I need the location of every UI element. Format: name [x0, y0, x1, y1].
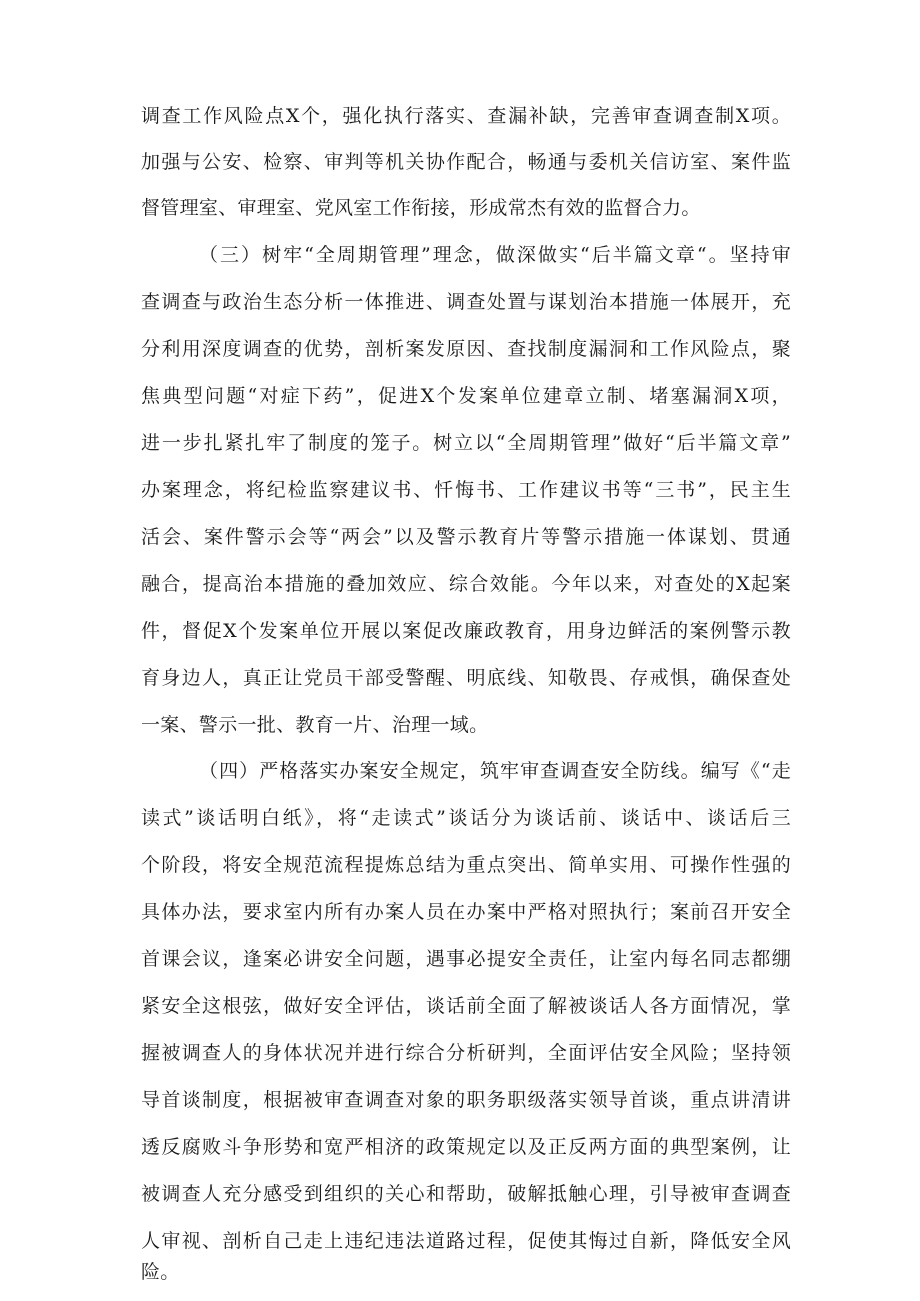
paragraph-line: 险。	[141, 1261, 180, 1283]
paragraph-line: 加强与公安、检察、审判等机关协作配合，畅通与委机关信访室、案件监	[141, 151, 791, 173]
paragraph-line: 透反腐败斗争形势和宽严相济的政策规定以及正反两方面的典型案例，让	[141, 1136, 791, 1158]
paragraph-line: 读式”谈话明白纸》，将“走读式”谈话分为谈话前、谈话中、谈话后三	[141, 807, 791, 829]
paragraph-line: 分利用深度调查的优势，剖析案发原因、查找制度漏洞和工作风险点，聚	[141, 338, 791, 360]
paragraph-line: 督管理室、审理室、党风室工作衔接，形成常杰有效的监督合力。	[141, 197, 701, 219]
paragraph-line: 个阶段，将安全规范流程提炼总结为重点突出、简单实用、可操作性强的	[141, 854, 791, 876]
paragraph-line: 导首谈制度，根据被审查调查对象的职务职级落实领导首谈，重点讲清讲	[141, 1089, 791, 1111]
paragraph-line: 活会、案件警示会等“两会”以及警示教育片等警示措施一体谋划、贯通	[141, 526, 791, 548]
paragraph-line: 焦典型问题“对症下药”，促进X个发案单位建章立制、堵塞漏洞X项，	[141, 385, 791, 407]
paragraph-line: 查调查与政治生态分析一体推进、调查处置与谋划治本措施一体展开，充	[141, 291, 791, 313]
paragraph-line: 一案、警示一批、教育一片、治理一域。	[141, 714, 489, 736]
paragraph-line: 被调查人充分感受到组织的关心和帮助，破解抵触心理，引导被审查调查	[141, 1183, 791, 1205]
paragraph-line: 办案理念，将纪检监察建议书、忏悔书、工作建议书等“三书”，民主生	[141, 479, 791, 501]
paragraph-line: 具体办法，要求室内所有办案人员在办案中严格对照执行；案前召开安全	[141, 901, 791, 923]
paragraph-line: 首课会议，逢案必讲安全问题，遇事必提安全责任，让室内每名同志都绷	[141, 948, 791, 970]
paragraph-line: 件，督促X个发案单位开展以案促改廉政教育，用身边鲜活的案例警示教	[141, 620, 791, 642]
paragraph-line: 人审视、剖析自己走上违纪违法道路过程，促使其悔过自新，降低安全风	[141, 1230, 791, 1252]
section-heading-line: （四）严格落实办案安全规定，筑牢审查调查安全防线。编写《“走	[199, 760, 791, 782]
paragraph-line: 进一步扎紧扎牢了制度的笼子。树立以“全周期管理”做好“后半篇文章”	[141, 432, 791, 454]
section-heading-line: （三）树牢“全周期管理”理念，做深做实“后半篇文章“。坚持审	[199, 244, 791, 266]
paragraph-line: 调查工作风险点X个，强化执行落实、查漏补缺，完善审查调查制X项。	[141, 105, 791, 127]
paragraph-line: 育身边人，真正让党员干部受警醒、明底线、知敬畏、存戒惧，确保查处	[141, 667, 791, 689]
paragraph-line: 握被调查人的身体状况并进行综合分析研判，全面评估安全风险；坚持领	[141, 1042, 791, 1064]
paragraph-line: 紧安全这根弦，做好安全评估，谈话前全面了解被谈话人各方面情况，掌	[141, 995, 791, 1017]
paragraph-line: 融合，提高治本措施的叠加效应、综合效能。今年以来，对查处的X起案	[141, 573, 791, 595]
